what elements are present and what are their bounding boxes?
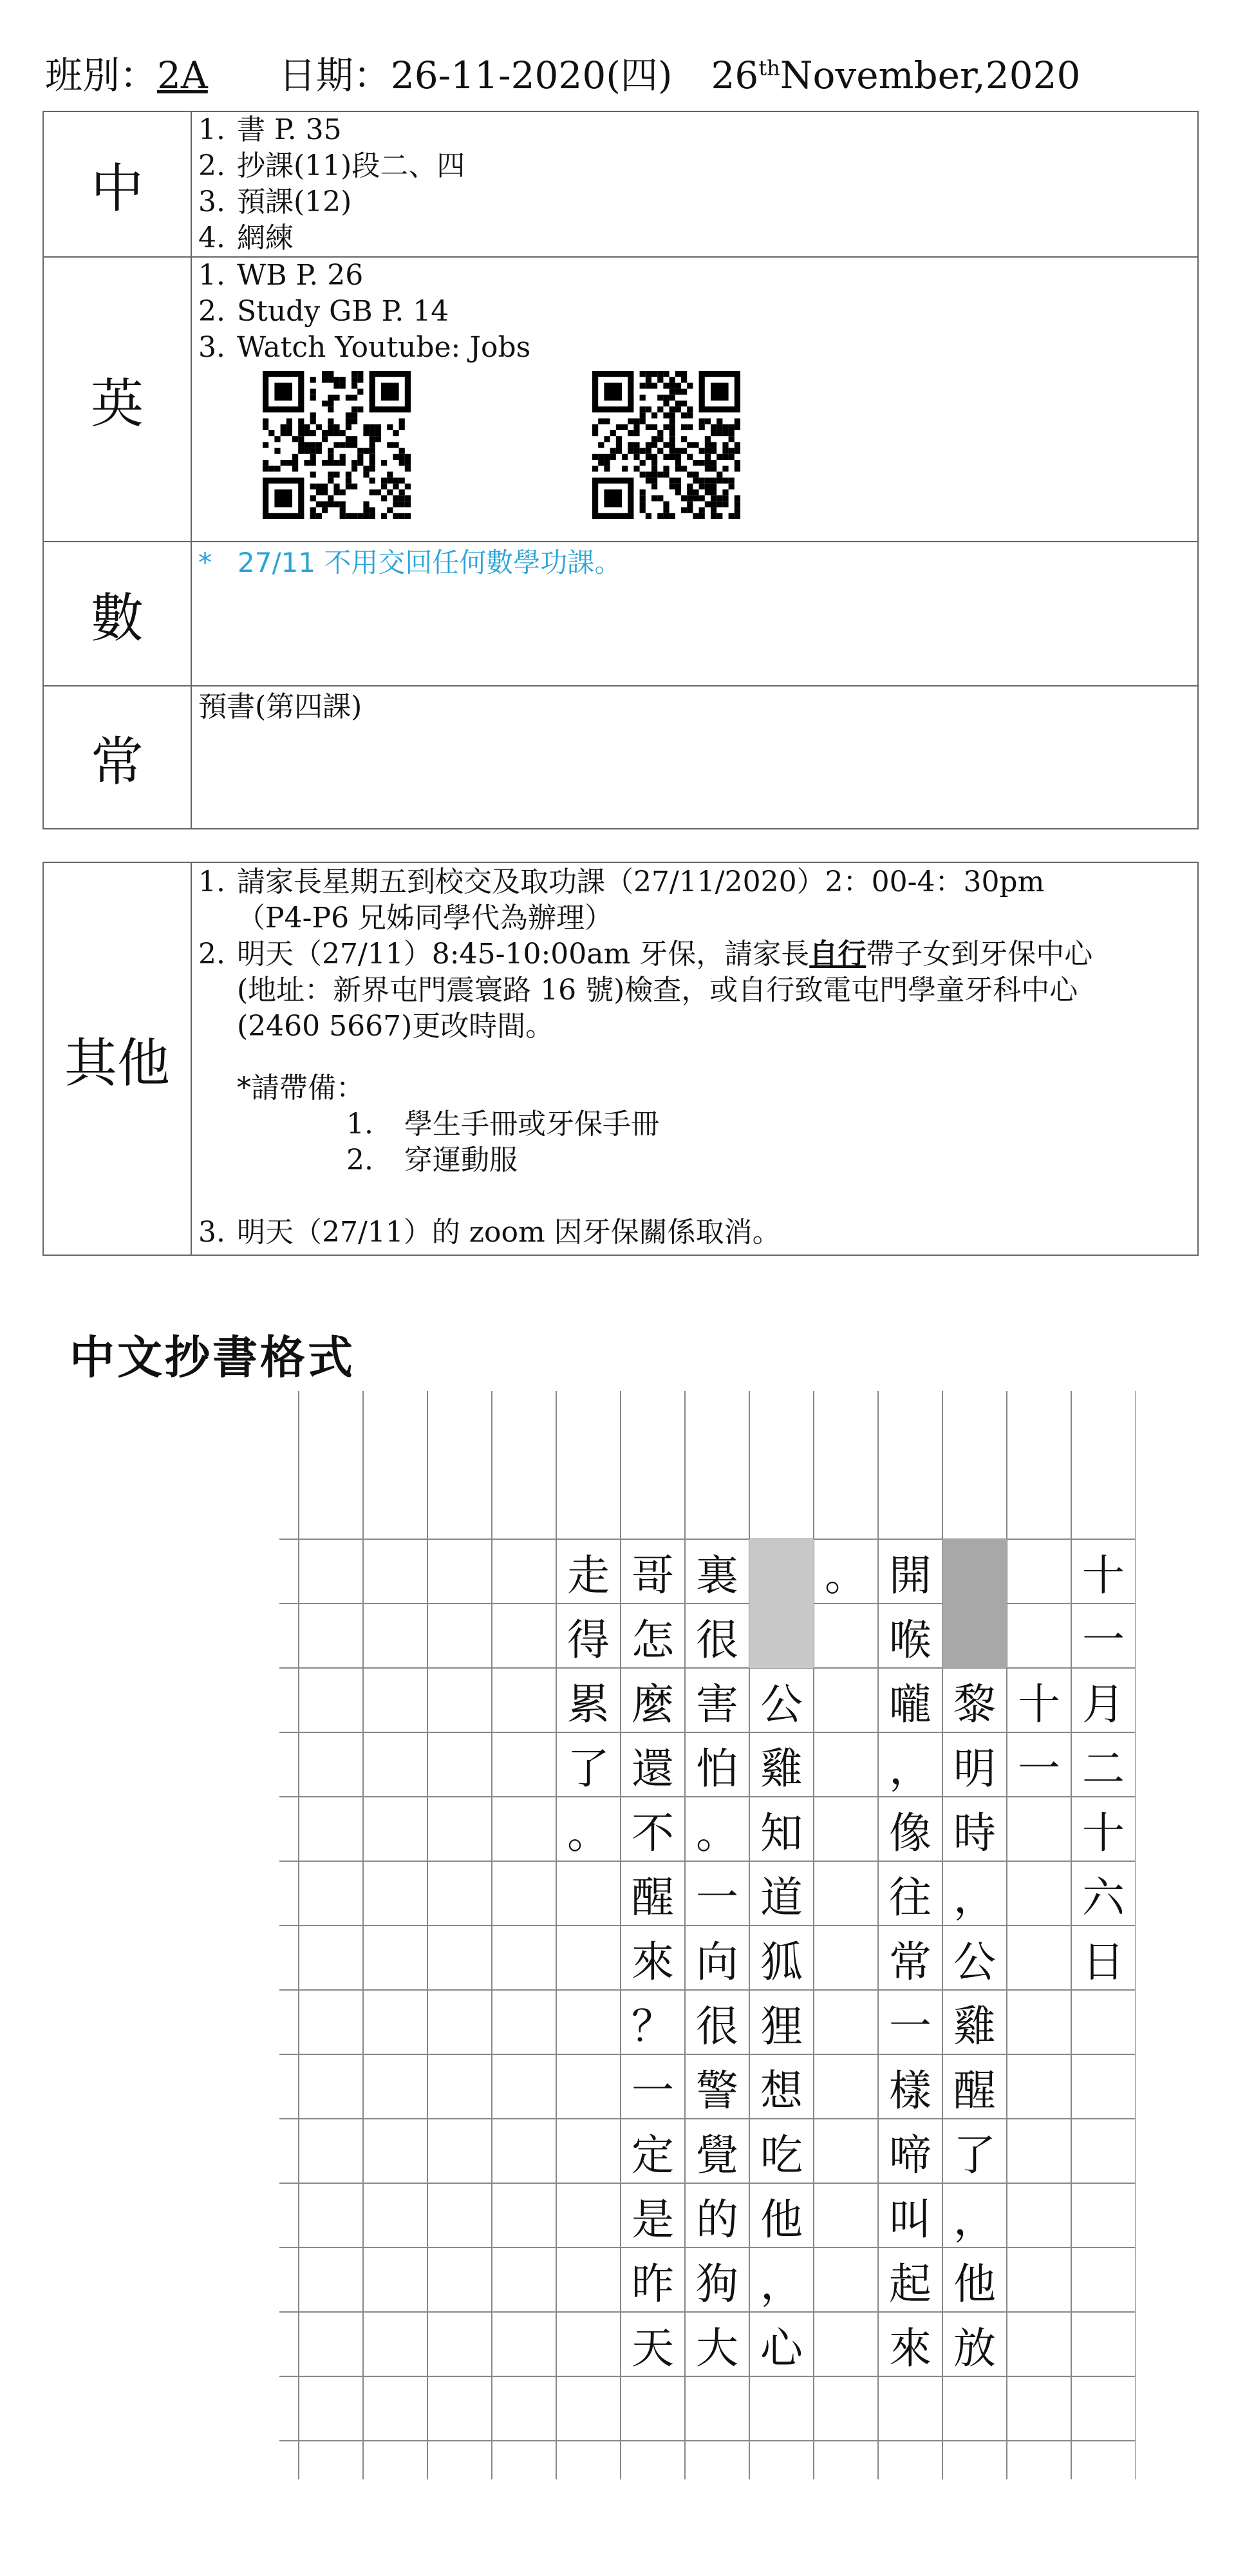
grid-char: 得 [567, 1615, 610, 1665]
grid-char: 雞 [760, 1743, 803, 1794]
math-note [198, 542, 1194, 581]
math-note-text: 27/11 不用交回任何數學功課。 [238, 547, 622, 578]
grid-char: 怎 [632, 1615, 674, 1665]
date-en-day: 26 [711, 53, 759, 97]
chinese-item-text: 預課(12) [237, 185, 352, 218]
indent-highlight-cell [942, 1539, 1007, 1604]
grid-char: 道 [760, 1872, 803, 1922]
date-english [711, 53, 1081, 97]
grid-char: 。 [567, 1808, 610, 1858]
english-list [198, 258, 1194, 366]
grid-char: 公 [760, 1679, 803, 1729]
date-chinese [279, 45, 673, 99]
grid-char: 開 [889, 1550, 932, 1600]
notice-3-text: 明天（27/11）的 zoom 因牙保關係取消。 [237, 1216, 781, 1249]
row-math [43, 542, 1198, 686]
bring-item [198, 1106, 1194, 1142]
grid-char: 月 [1082, 1679, 1125, 1729]
class-label: 班別： [45, 53, 158, 97]
grid-char: 不 [632, 1808, 674, 1858]
indent-highlight-cell [942, 1604, 1007, 1668]
notice-2-pre: 明天（27/11）8:45-10:00am 牙保，請家長 [237, 938, 810, 971]
grid-char: 吃 [760, 2130, 803, 2180]
writing-grid [279, 1391, 1136, 2486]
grid-char: 十 [1082, 1550, 1125, 1600]
math-homework [191, 542, 1198, 686]
chinese-item-num: 4. [198, 222, 225, 254]
grid-char: ， [953, 1872, 996, 1922]
grid-char: 往 [889, 1872, 932, 1922]
qr-row [198, 371, 1194, 526]
grid-char: 還 [632, 1743, 674, 1794]
grid-char: ， [760, 2259, 803, 2309]
grid-char: 六 [1082, 1872, 1125, 1922]
chinese-list [198, 112, 1194, 256]
grid-char: 走 [567, 1550, 610, 1600]
date-en-rest: November,2020 [780, 53, 1081, 97]
grid-char: 很 [696, 2001, 738, 2051]
row-general [43, 686, 1198, 829]
grid-char: 大 [696, 2323, 738, 2373]
grid-char: 十 [1082, 1808, 1125, 1858]
bring-list [198, 1106, 1194, 1179]
grid-char: 哥 [632, 1550, 674, 1600]
grid-char: 想 [760, 2065, 803, 2116]
grid-char: 天 [632, 2323, 674, 2373]
homework-table [42, 111, 1199, 829]
grid-char: 雞 [953, 2001, 996, 2051]
grid-char: 公 [953, 1937, 996, 1987]
bring-item-text: 穿運動服 [404, 1144, 518, 1177]
subject-other: 其他 [43, 862, 191, 1255]
notice-2-emphasis: 自行 [809, 938, 866, 971]
grid-char: 昨 [632, 2259, 674, 2309]
notice-item-1 [198, 864, 1194, 900]
grid-char: 一 [632, 2065, 674, 2116]
class-info [45, 45, 208, 99]
english-item-text: Watch Youtube: Jobs [237, 331, 531, 364]
grid-char: 裏 [696, 1550, 738, 1600]
chinese-item [198, 184, 1194, 220]
grid-char: 來 [889, 2323, 932, 2373]
grid-char: 麼 [632, 1679, 674, 1729]
chinese-item-num: 3. [198, 185, 225, 218]
grid-char: 定 [632, 2130, 674, 2180]
grid-char: 來 [632, 1937, 674, 1987]
grid-char [1007, 1539, 1071, 1604]
grid-char [1007, 1604, 1071, 1668]
notice-1-num: 1. [198, 866, 225, 898]
english-item [198, 294, 1194, 330]
notice-2-num: 2. [198, 938, 225, 971]
subject-general: 常 [43, 686, 191, 829]
english-item-text: WB P. 26 [237, 259, 364, 292]
grid-char: 叫 [889, 2194, 932, 2244]
grid-char: 一 [1018, 1743, 1060, 1794]
header-line [45, 45, 1080, 99]
grid-char: 喉 [889, 1615, 932, 1665]
grid-char: 一 [1082, 1615, 1125, 1665]
chinese-item-text: 書 P. 35 [237, 113, 342, 146]
row-other [43, 862, 1198, 1255]
grid-char: 他 [953, 2259, 996, 2309]
math-note-star: * [198, 547, 212, 578]
general-text: 預書(第四課) [198, 690, 362, 723]
grid-char: 一 [696, 1872, 738, 1922]
chinese-homework [191, 111, 1198, 257]
grid-char: 知 [760, 1808, 803, 1858]
chinese-item-text: 抄課(11)段二、四 [237, 149, 465, 182]
other-notices [191, 862, 1198, 1255]
grid-char: 嚨 [889, 1679, 932, 1729]
row-chinese [43, 111, 1198, 257]
grid-char: 啼 [889, 2130, 932, 2180]
date-label: 日期： [278, 53, 391, 97]
copy-format-title: 中文抄書格式 [70, 1331, 355, 1384]
grid-char: 時 [953, 1808, 996, 1858]
grid-char: ， [953, 2194, 996, 2244]
notice-2-post: 帶子女到牙保中心 [866, 938, 1093, 971]
notice-table [42, 862, 1199, 1256]
qr-code-icon[interactable] [592, 371, 740, 519]
grid-char: 日 [1082, 1937, 1125, 1987]
english-homework [191, 257, 1198, 542]
grid-char: 樣 [889, 2065, 932, 2116]
bring-title: *請帶備： [237, 1072, 364, 1104]
grid-char: 很 [696, 1615, 738, 1665]
grid-char: 覺 [696, 2130, 738, 2180]
grid-char: 狐 [760, 1937, 803, 1987]
subject-english: 英 [43, 257, 191, 542]
grid-char: ？ [632, 2001, 674, 2051]
spacer [198, 1179, 1194, 1215]
chinese-item-num: 1. [198, 113, 225, 146]
indent-highlight-cell [749, 1604, 814, 1668]
chinese-item-num: 2. [198, 149, 225, 182]
grid-char: 常 [889, 1937, 932, 1987]
grid-char: 像 [889, 1808, 932, 1858]
grid-char: 醒 [632, 1872, 674, 1922]
english-item-num: 1. [198, 259, 225, 292]
notice-2-line2: (地址：新界屯門震寰路 16 號)檢查，或自行致電屯門學童牙科中心 [237, 974, 1078, 1007]
notice-2-line3: (2460 5667)更改時間。 [237, 1010, 554, 1043]
grid-char: 怕 [696, 1743, 738, 1794]
grid-char: 二 [1082, 1743, 1125, 1794]
grid-char: 累 [567, 1679, 610, 1729]
qr-code-icon[interactable] [263, 371, 411, 519]
chinese-item [198, 220, 1194, 256]
grid-char: 向 [696, 1937, 738, 1987]
grid-char: 黎 [953, 1679, 996, 1729]
general-homework [191, 686, 1198, 829]
subject-chinese: 中 [43, 111, 191, 257]
bring-item-num: 2. [346, 1144, 373, 1177]
bring-item [198, 1142, 1194, 1179]
grid-char: 的 [696, 2194, 738, 2244]
grid-char: 十 [1018, 1679, 1060, 1729]
date-en-suffix: th [758, 55, 780, 80]
grid-char: ， [889, 1743, 932, 1794]
notice-item-3 [198, 1215, 1194, 1251]
grid-char: 是 [632, 2194, 674, 2244]
english-item-num: 3. [198, 331, 225, 364]
bring-item-text: 學生手冊或牙保手冊 [404, 1108, 659, 1141]
row-english [43, 257, 1198, 542]
notice-1-line2: （P4-P6 兄姊同學代為辦理） [237, 902, 613, 934]
grid-char: 狗 [696, 2259, 738, 2309]
grid-char: 他 [760, 2194, 803, 2244]
grid-char: 了 [567, 1743, 610, 1794]
grid-char: 心 [760, 2323, 803, 2373]
notice-item-2 [198, 936, 1194, 972]
chinese-item [198, 148, 1194, 184]
chinese-item-text: 網練 [237, 222, 294, 254]
bring-item-num: 1. [346, 1108, 373, 1141]
notice-1-line1: 請家長星期五到校交及取功課（27/11/2020）2：00-4：30pm [237, 866, 1045, 898]
grid-char: 放 [953, 2323, 996, 2373]
english-item [198, 330, 1194, 366]
grid-char: 害 [696, 1679, 738, 1729]
grid-char: 起 [889, 2259, 932, 2309]
grid-char: 了 [953, 2130, 996, 2180]
english-item [198, 258, 1194, 294]
grid-char: 。 [825, 1550, 867, 1600]
english-item-num: 2. [198, 295, 225, 328]
grid-char: 狸 [760, 2001, 803, 2051]
date-value: 26-11-2020(四) [390, 53, 673, 97]
grid-char: 明 [953, 1743, 996, 1794]
grid-char: 。 [696, 1808, 738, 1858]
subject-math: 數 [43, 542, 191, 686]
grid-char: 一 [889, 2001, 932, 2051]
english-item-text: Study GB P. 14 [237, 295, 449, 328]
indent-highlight-cell [749, 1539, 814, 1604]
chinese-item [198, 112, 1194, 148]
notice-3-num: 3. [198, 1216, 225, 1249]
grid-char: 醒 [953, 2065, 996, 2116]
class-value: 2A [157, 53, 208, 97]
grid-char: 警 [696, 2065, 738, 2116]
